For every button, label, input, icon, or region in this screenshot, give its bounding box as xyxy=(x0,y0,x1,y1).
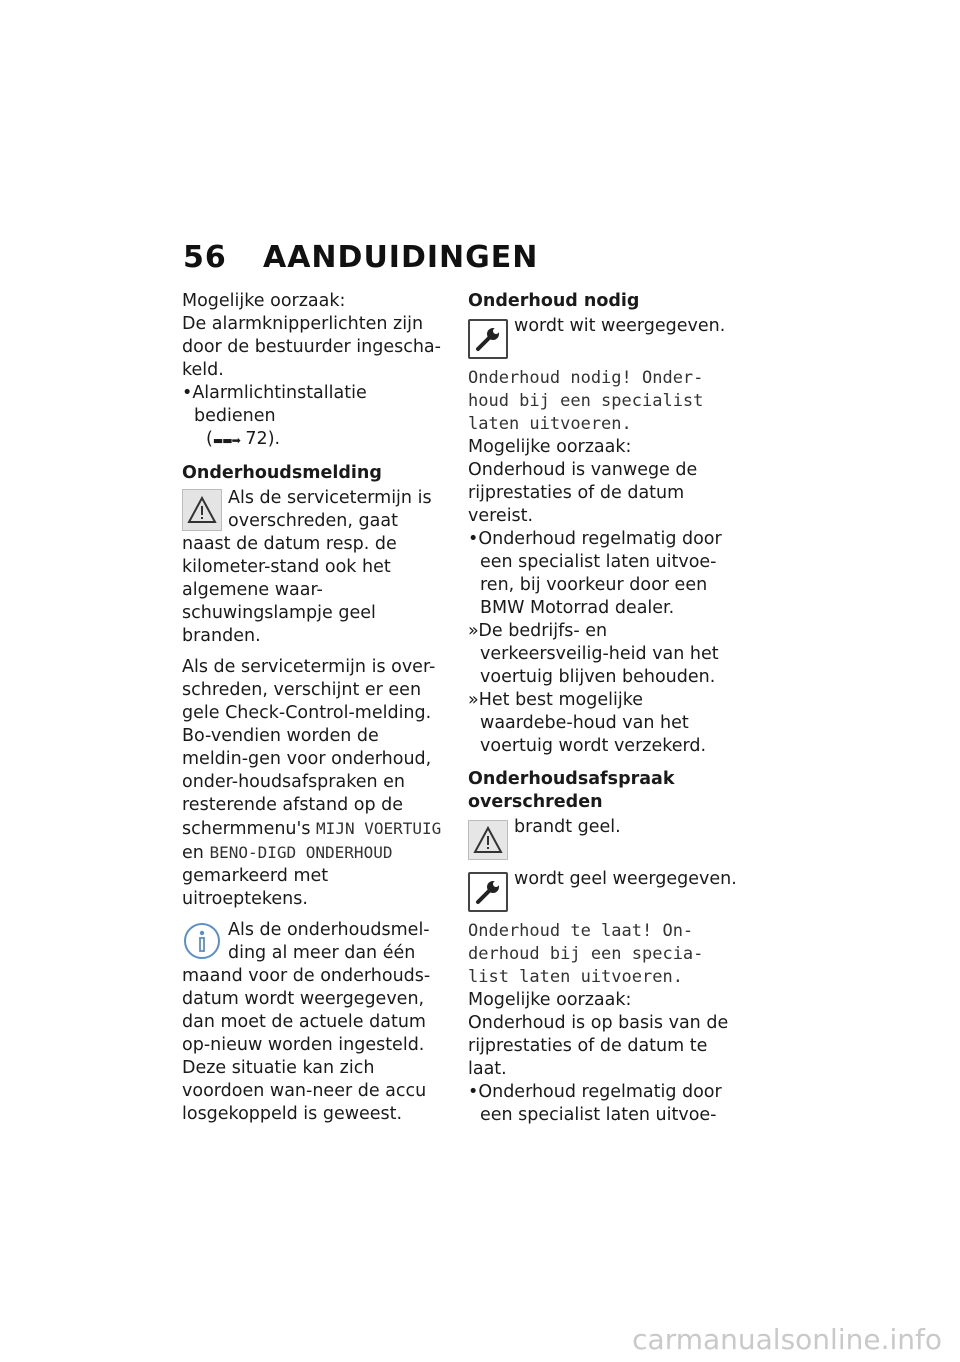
section-heading-appointment-overdue: Onderhoudsafspraak overschreden xyxy=(468,769,675,812)
section-heading-maintenance-message: Onderhoudsmelding xyxy=(182,463,382,483)
cause-label: Mogelijke oorzaak: xyxy=(182,291,346,311)
cause-label: Mogelijke oorzaak: xyxy=(468,990,632,1010)
page-number: 56 xyxy=(183,240,227,275)
warning-paragraph: Als de servicetermijn is overschreden, gaat naast de datum resp. de kilometer-stand ook het algemene waar-schuwingslampje geel branden. xyxy=(182,488,432,646)
action-bullet: •Onderhoud regelmatig door een specialist laten uitvoe- xyxy=(468,1082,722,1125)
action-bullet: •Alarmlichtinstallatie bedienen (▬▬➡ 72). xyxy=(182,383,367,449)
result-item: »Het best mogelijke waardebe-houd van het voertuig wordt verzekerd. xyxy=(468,690,707,756)
right-column xyxy=(468,290,740,1127)
left-column xyxy=(182,290,450,1126)
display-message-maintenance-overdue: Onderhoud te laat! On-derhoud bij een specia-list laten uitvoeren. xyxy=(468,921,704,987)
page-title: AANDUIDINGEN xyxy=(263,240,539,275)
action-bullet: •Onderhoud regelmatig door een specialist laten uitvoe-ren, bij voorkeur door een BMW Motorrad dealer. xyxy=(468,529,722,618)
wrench-yellow-row: wordt geel weergegeven. xyxy=(468,868,740,912)
warning-yellow-row: brandt geel. xyxy=(468,816,740,860)
menu-my-vehicle: MIJN VOERTUIG xyxy=(316,819,442,838)
cause-text: Onderhoud is vanwege de rijprestaties of de datum vereist. xyxy=(468,460,698,526)
wrench-icon xyxy=(468,319,508,359)
display-message-maintenance-required: Onderhoud nodig! Onder-houd bij een specialist laten uitvoeren. xyxy=(468,368,704,434)
info-paragraph: Als de onderhoudsmel-ding al meer dan één maand voor de onderhouds-datum wordt weergegeven, dan moet de actuele datum op-nieuw worden ingesteld. Deze situatie kan zich voordoen wan-neer de accu losgekoppeld is geweest. xyxy=(182,920,431,1124)
info-icon xyxy=(182,921,222,961)
warning-triangle-icon xyxy=(182,489,222,531)
wrench-white-row: wordt wit weergegeven. xyxy=(468,315,740,359)
menu-service-required: BENO-DIGD ONDERHOUD xyxy=(209,843,393,862)
cause-text: Onderhoud is op basis van de rijprestaties of de datum te laat. xyxy=(468,1013,729,1079)
page-header xyxy=(183,240,538,280)
watermark: carmanualsonline.info xyxy=(632,1323,942,1356)
arrow-reference-icon: ▬▬➡ xyxy=(212,434,240,447)
cause-label: Mogelijke oorzaak: xyxy=(468,437,632,457)
cause-text: De alarmknipperlichten zijn door de bestuurder ingescha-keld. xyxy=(182,314,441,380)
result-item: »De bedrijfs- en verkeersveilig-heid van het voertuig blijven behouden. xyxy=(468,621,719,687)
section-heading-maintenance-required: Onderhoud nodig xyxy=(468,291,640,311)
page-reference: 72). xyxy=(245,429,281,449)
wrench-icon xyxy=(468,872,508,912)
warning-triangle-icon xyxy=(468,820,508,860)
check-control-paragraph: Als de servicetermijn is over-schreden, verschijnt er een gele Check-Control-melding. Bo-vendien worden de meldin-gen voor onderhoud, onder-houdsafspraken en resterende afstand op de schermmenu's MIJN VOERTUIG en BENO-DIGD ONDERHOUD gemarkeerd met uitroeptekens. xyxy=(182,657,442,909)
